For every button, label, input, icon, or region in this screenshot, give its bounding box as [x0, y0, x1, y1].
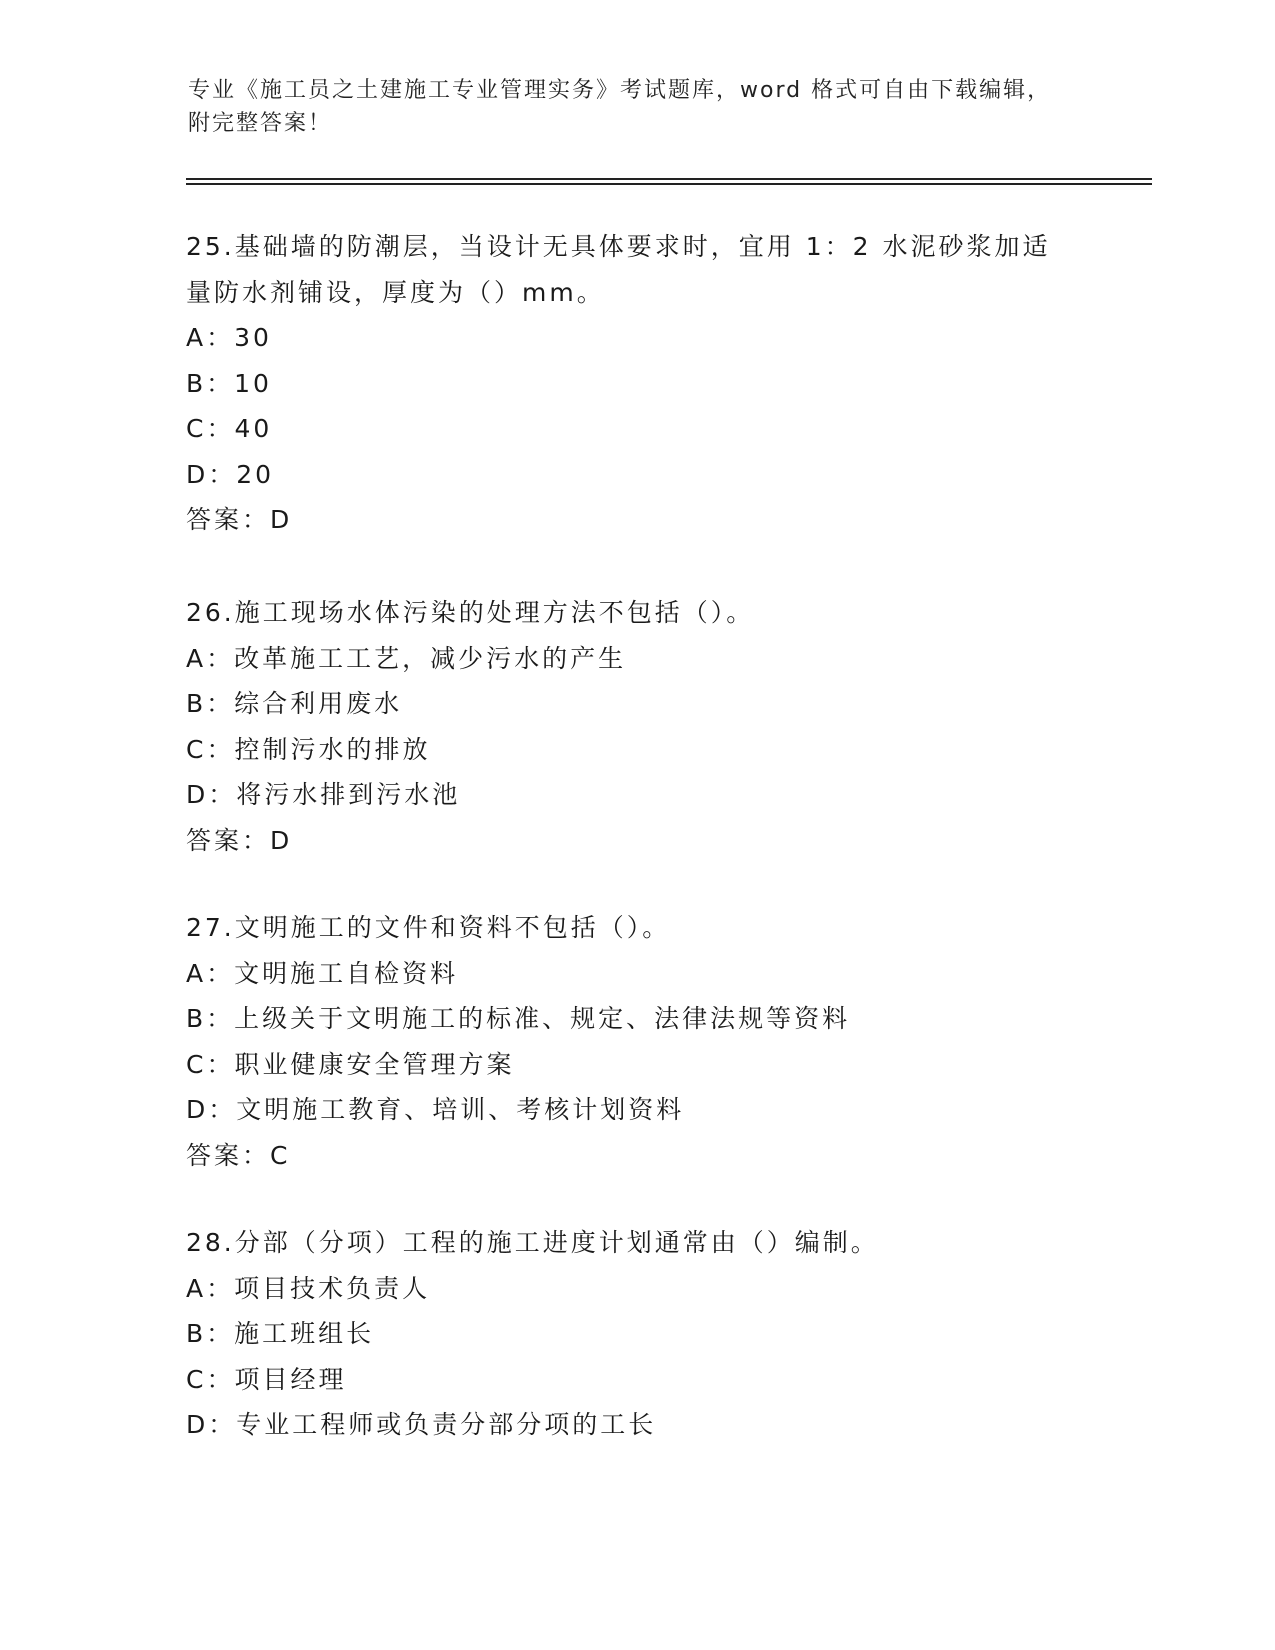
option-d: D：专业工程师或负责分部分项的工长	[186, 1410, 657, 1439]
question-stem: 27.文明施工的文件和资料不包括（）。	[186, 913, 671, 942]
question-25	[186, 224, 1086, 543]
header-divider	[186, 178, 1152, 180]
option-d: D：将污水排到污水池	[186, 780, 461, 809]
option-a: A：改革施工工艺，减少污水的产生	[186, 643, 627, 673]
question-stem: 25.基础墙的防潮层，当设计无具体要求时，宜用 1：2 水泥砂浆加适	[186, 232, 1051, 261]
question-stem: 量防水剂铺设，厚度为（）mm。	[186, 277, 605, 307]
option-d: D：20	[186, 459, 275, 489]
option-a: A：30	[186, 323, 272, 352]
option-b: B：综合利用废水	[186, 689, 403, 718]
question-27	[186, 905, 1086, 1178]
question-stem: 26.施工现场水体污染的处理方法不包括（）。	[186, 598, 755, 627]
option-d: D：文明施工教育、培训、考核计划资料	[186, 1095, 685, 1124]
question-28	[186, 1220, 1086, 1448]
answer: 答案：D	[186, 825, 293, 855]
option-b: B：施工班组长	[186, 1319, 375, 1348]
answer: 答案：D	[186, 505, 293, 534]
header-line: 附完整答案！	[188, 111, 333, 136]
question-26	[186, 590, 1086, 863]
option-c: C：职业健康安全管理方案	[186, 1049, 515, 1079]
header-line: 专业《施工员之土建施工专业管理实务》考试题库，word 格式可自由下载编辑，	[188, 78, 1052, 103]
header-divider	[186, 183, 1152, 185]
option-c: C：控制污水的排放	[186, 734, 431, 764]
option-b: B：10	[186, 368, 272, 398]
option-b: B：上级关于文明施工的标准、规定、法律法规等资料	[186, 1004, 851, 1033]
option-c: C：项目经理	[186, 1364, 347, 1394]
document-header	[188, 74, 1088, 140]
question-stem: 28.分部（分项）工程的施工进度计划通常由（）编制。	[186, 1228, 879, 1257]
option-a: A：项目技术负责人	[186, 1273, 431, 1303]
option-c: C：40	[186, 414, 273, 443]
option-a: A：文明施工自检资料	[186, 958, 459, 988]
answer: 答案：C	[186, 1140, 291, 1170]
